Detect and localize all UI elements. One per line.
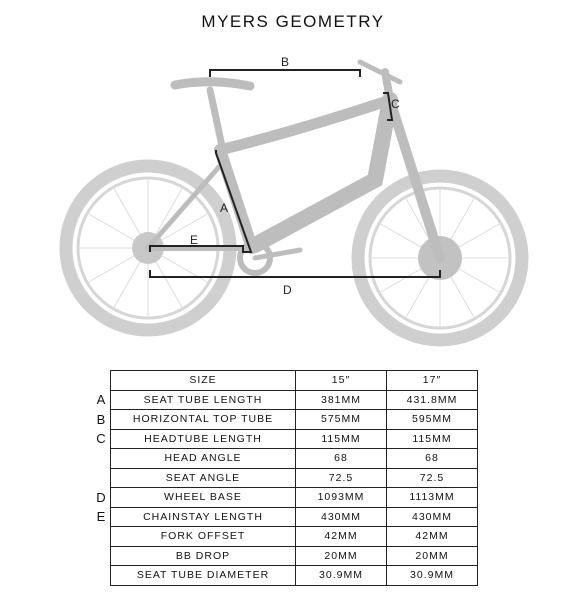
- table-row: [111, 546, 478, 566]
- dimension-label-c: C: [391, 97, 400, 111]
- value-15: 575MM: [296, 410, 387, 430]
- row-letter: [94, 449, 108, 469]
- row-name: SEAT TUBE DIAMETER: [111, 566, 296, 586]
- table-header-row: [111, 371, 478, 391]
- value-17: 430MM: [387, 507, 478, 527]
- row-letter: B: [96, 411, 106, 427]
- table-row: [111, 410, 478, 430]
- table-row: [111, 449, 478, 469]
- row-name: HEAD ANGLE: [111, 449, 296, 469]
- value-17: 595MM: [387, 410, 478, 430]
- page-title: MYERS GEOMETRY: [201, 12, 385, 31]
- row-name: CHAINSTAY LENGTH: [111, 507, 296, 527]
- row-name: HEADTUBE LENGTH: [111, 429, 296, 449]
- value-15: 1093MM: [296, 488, 387, 508]
- table-row: [111, 507, 478, 527]
- value-15: 20MM: [296, 546, 387, 566]
- row-name: SEAT TUBE LENGTH: [111, 390, 296, 410]
- table-row: [111, 566, 478, 586]
- row-letter: [94, 566, 108, 586]
- table-row: [111, 390, 478, 410]
- value-17: 431.8MM: [387, 390, 478, 410]
- row-letter: C: [96, 431, 106, 446]
- table-row: [111, 429, 478, 449]
- value-15: 68: [296, 449, 387, 469]
- value-15: 115MM: [296, 429, 387, 449]
- value-17: 72.5: [387, 468, 478, 488]
- value-17: 30.9MM: [387, 566, 478, 586]
- table-row: [111, 527, 478, 547]
- value-15: 381MM: [296, 390, 387, 410]
- row-letter: [94, 468, 108, 488]
- dimension-label-b: B: [281, 55, 290, 69]
- row-letter: E: [96, 509, 106, 524]
- value-17: 1113MM: [387, 488, 478, 508]
- value-15: 30.9MM: [296, 566, 387, 586]
- row-name: WHEEL BASE: [111, 488, 296, 508]
- row-letters: [94, 390, 108, 585]
- row-name: SEAT ANGLE: [111, 468, 296, 488]
- value-17: 20MM: [387, 546, 478, 566]
- row-letter: D: [96, 489, 106, 505]
- value-15: 430MM: [296, 507, 387, 527]
- table-row: [111, 488, 478, 508]
- dimension-label-a: A: [220, 201, 229, 215]
- row-name: FORK OFFSET: [111, 527, 296, 547]
- row-letter: A: [96, 392, 106, 407]
- row-name: HORIZONTAL TOP TUBE: [111, 410, 296, 430]
- value-15: 42MM: [296, 527, 387, 547]
- size-17-header: 17″: [387, 371, 478, 391]
- row-letter: [94, 546, 108, 566]
- dimension-label-d: D: [283, 283, 292, 297]
- dimension-label-e: E: [190, 233, 199, 247]
- table-row: [111, 468, 478, 488]
- row-name: BB DROP: [111, 546, 296, 566]
- size-header: SIZE: [111, 371, 296, 391]
- value-17: 115MM: [387, 429, 478, 449]
- value-17: 42MM: [387, 527, 478, 547]
- geometry-table: [110, 370, 478, 586]
- row-letter: [94, 527, 108, 547]
- value-15: 72.5: [296, 468, 387, 488]
- size-15-header: 15″: [296, 371, 387, 391]
- value-17: 68: [387, 449, 478, 469]
